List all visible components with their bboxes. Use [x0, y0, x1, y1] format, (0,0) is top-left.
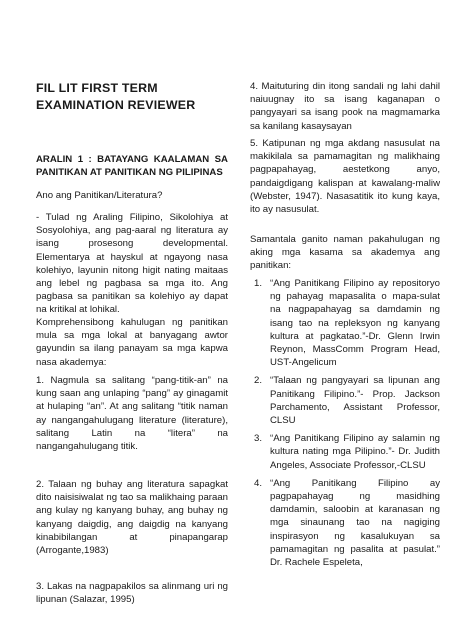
- document-title: FIL LIT FIRST TERM EXAMINATION REVIEWER: [36, 81, 196, 112]
- quote-item: [250, 432, 440, 472]
- academic-intro-paragraph: Samantala ganito naman pakahulugan ng aking mga kasama sa akademya ang panitikan:: [250, 234, 440, 272]
- definition-item-5: 5. Katipunan ng mga akdang nasusulat na makikilala sa pamamagitan ng malikhaing pagpapahayag, aestetkong anyo, pandaigdigang kalispan at kawalang-maliw (Webster, 1947). Nasasatitik ito kung kaya, ito ay nasusulat.: [250, 138, 440, 216]
- quote-number: 2.: [254, 375, 263, 387]
- quote-item: [250, 374, 440, 427]
- intro-paragraph: - Tulad ng Araling Filipino, Sikolohiya at Sosyolohiya, ang pag-aaral ng literatura ay isang prosesong developmental. Elementarya at hayskul at ngayong nasa kolehiyo, layunin nitong higit nating maitaas ang lebel ng pagbasa sa mga ito. Ang pagbasa sa panitikan sa kolehiyo ay dapat na kritikal at lohikal.: [36, 212, 228, 316]
- definition-item-3: 3. Lakas na nagpapakilos sa alinmang uri ng lipunan (Salazar, 1995): [36, 581, 228, 606]
- quote-number: 1.: [254, 278, 263, 289]
- definition-item-1: 1. Nagmula sa salitang “pang-titik-an” na kung saan ang unlaping “pang” ay ginagamit at hulaping “an”. At ang salitang “titik naman ay nangangahulugang literature (literature), salitang Latin na “litera” na nangangahulugang titik.: [36, 375, 228, 453]
- quote-item: [250, 477, 440, 569]
- question-line: Ano ang Panitikan/Literatura?: [36, 190, 163, 201]
- quote-number: 3.: [254, 433, 263, 445]
- quote-text: “Talaan ng pangyayari sa lipunan ang Panitikang Filipino.”- Prop. Jackson Parchamento, Assistant Professor, CLSU: [270, 375, 440, 427]
- quote-number: 4.: [254, 477, 263, 489]
- definition-item-4: 4. Maituturing din itong sandali ng lahi dahil naiuugnay ito sa isang kaganapan o pangyayari sa isang pook na magmamarka sa kanilang kasaysayan: [250, 81, 440, 132]
- aralin-heading: ARALIN 1 : BATAYANG KAALAMAN SA PANITIKAN AT PANITIKAN NG PILIPINAS: [36, 154, 228, 179]
- quote-text: “Ang Panitikang Filipino ay salamin ng kultura nating mga Pilipino.”- Dr. Judith Angeles, Associate Professor,-CLSU: [270, 433, 440, 471]
- quote-text: “Ang Panitikang Filipino ay pagpapahayag ng masidhing damdamin, saloobin at karanasan ng mga sinaunang tao na nagiging inspirasyon ng kasalukuyan sa pamamagitan ng pasalita at pasulat.” Dr. Rachele Espeleta,: [270, 477, 440, 569]
- definition-item-2: 2. Talaan ng buhay ang literatura sapagkat dito naisisiwalat ng tao sa malikhaing paraan ang kulay ng kanyang buhay, ang buhay ng kanyang daigdig, ang daigdig na kanyang kinabibilangan at pinapangarap (Arrogante,1983): [36, 479, 228, 557]
- quote-text: “Ang Panitikang Filipino ay repositoryo ng pahayag mapasalita o mapa-sulat na nagpapahayag sa damdamin ng isang tao na repleksyon ng kanyang kultura at pagkatao.”-Dr. Glenn Irwin Reynon, MassComm Program Head, UST-Angelicum: [270, 278, 440, 369]
- quote-item: [250, 277, 440, 369]
- definition-intro-paragraph: Komprehensibong kahulugan ng panitikan mula sa mga lokal at banyagang awtor gayundin sa ilang panayam sa mga kapwa nasa akademya:: [36, 317, 228, 368]
- academic-quotes-list: [250, 277, 440, 574]
